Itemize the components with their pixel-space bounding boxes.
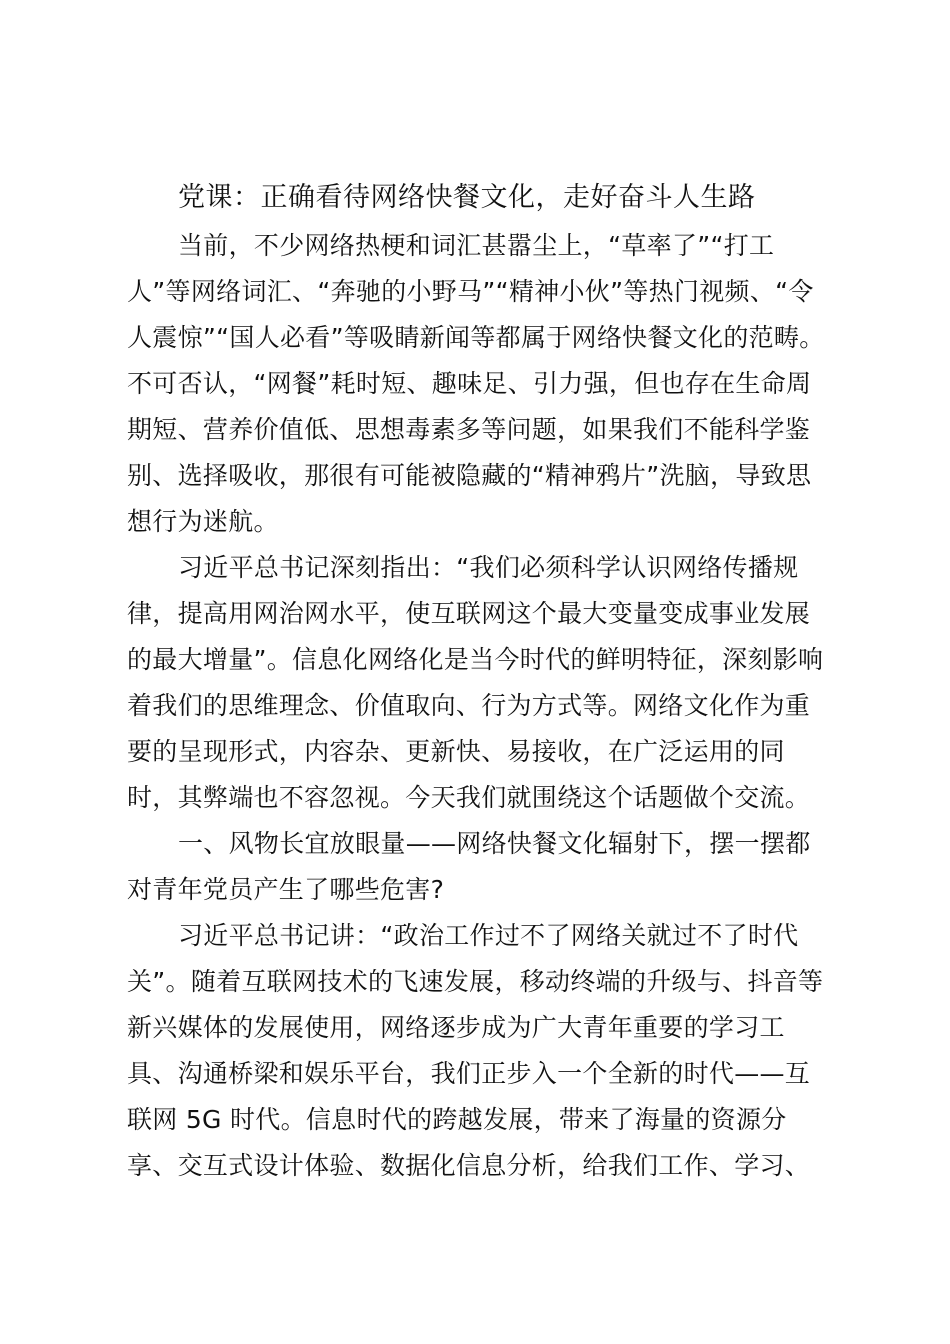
paragraph-line: 习近平总书记深刻指出：“我们必须科学认识网络传播规 [178, 553, 799, 582]
paragraph-line: 着我们的思维理念、价值取向、行为方式等。网络文化作为重 [127, 691, 811, 720]
paragraph-line: 关”。随着互联网技术的飞速发展，移动终端的升级与、抖音等 [127, 967, 824, 996]
paragraph-line: 不可否认，“网餐”耗时短、趣味足、引力强，但也存在生命周 [127, 369, 812, 398]
paragraph-line: 具、沟通桥梁和娱乐平台，我们正步入一个全新的时代——互 [127, 1059, 811, 1088]
paragraph-line: 想行为迷航。 [127, 507, 279, 536]
paragraph-line: 联网 5G 时代。信息时代的跨越发展，带来了海量的资源分 [127, 1105, 787, 1134]
paragraph-line: 享、交互式设计体验、数据化信息分析，给我们工作、学习、 [127, 1151, 811, 1180]
paragraph-line: 习近平总书记讲：“政治工作过不了网络关就过不了时代 [178, 921, 799, 950]
paragraph-line: 要的呈现形式，内容杂、更新快、易接收，在广泛运用的同 [127, 737, 785, 766]
section-heading-line: 一、风物长宜放眼量——网络快餐文化辐射下，摆一摆都 [178, 829, 811, 858]
paragraph-line: 律，提高用网治网水平，使互联网这个最大变量变成事业发展 [127, 599, 811, 628]
paragraph-line: 当前，不少网络热梗和词汇甚嚣尘上，“草率了”“打工 [178, 231, 775, 260]
paragraph-line: 别、选择吸收，那很有可能被隐藏的“精神鸦片”洗脑，导致思 [127, 461, 812, 490]
paragraph-line: 期短、营养价值低、思想毒素多等问题，如果我们不能科学鉴 [127, 415, 811, 444]
paragraph-line: 新兴媒体的发展使用，网络逐步成为广大青年重要的学习工 [127, 1013, 785, 1042]
paragraph-line: 的最大增量”。信息化网络化是当今时代的鲜明特征，深刻影响 [127, 645, 824, 674]
document-title: 党课：正确看待网络快餐文化，走好奋斗人生路 [178, 182, 756, 213]
paragraph-line: 人震惊”“国人必看”等吸睛新闻等都属于网络快餐文化的范畴。 [127, 323, 825, 352]
paragraph-line: 时，其弊端也不容忽视。今天我们就围绕这个话题做个交流。 [127, 783, 811, 812]
section-heading-line: 对青年党员产生了哪些危害? [127, 875, 445, 904]
paragraph-line: 人”等网络词汇、“奔驰的小野马”“精神小伙”等热门视频、“令 [127, 277, 814, 306]
